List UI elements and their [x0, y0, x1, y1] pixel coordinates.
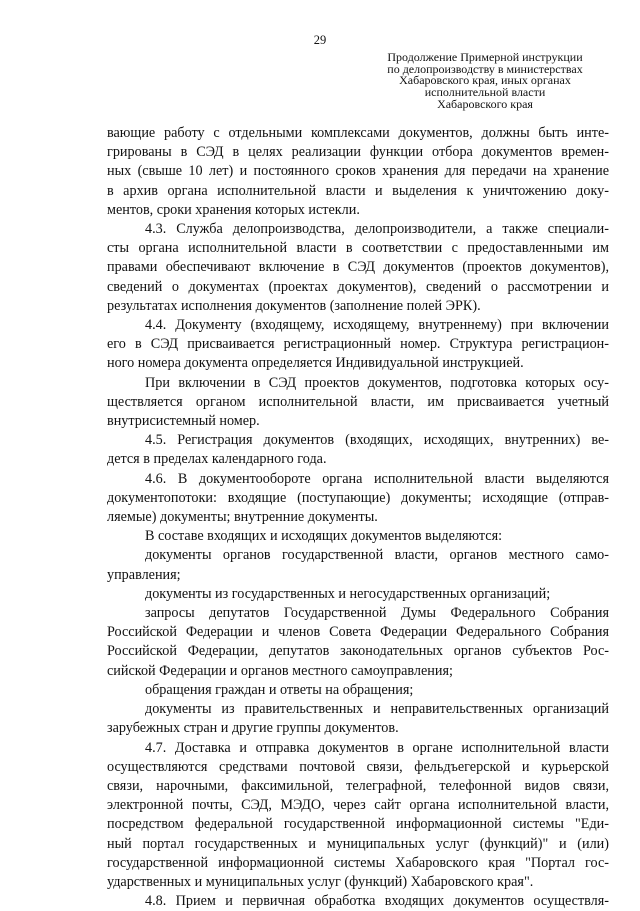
text-line: сты органа исполнительной власти в соответствии с предоставленными им: [107, 240, 609, 257]
text-line: электронной почты, СЭД, МЭДО, через сайт органа исполнительной власти,: [107, 797, 609, 814]
header-note-line: по делопроизводству в министерствах: [387, 61, 583, 76]
paragraph: [107, 700, 609, 738]
page-number: 29: [313, 33, 327, 47]
text-line: ществляется органом исполнительной власти, им присваивается учетный: [107, 393, 609, 410]
text-line: документопотоки: входящие (поступающие) документы; исходящие (отправ-: [107, 489, 609, 506]
text-line: 4.6. В документообороте органа исполнительной власти выделяются: [145, 470, 609, 487]
text-line: Российской Федерации, депутатов законодательных органов субъектов Рос-: [107, 643, 609, 660]
text-line: осуществляются средствами почтовой связи, фельдъегерской и курьерской: [107, 758, 609, 775]
paragraph: [107, 604, 609, 681]
text-line: внутрисистемный номер.: [107, 413, 260, 430]
paragraph: [107, 681, 609, 700]
text-line: При включении в СЭД проектов документов, подготовка которых осу-: [145, 374, 609, 391]
text-line: 4.7. Доставка и отправка документов в органе исполнительной власти: [145, 739, 609, 756]
paragraph: [107, 527, 609, 546]
text-line: дется в пределах календарного года.: [107, 451, 327, 468]
text-line: Российской Федерации и членов Совета Федерации Федерального Собрания: [107, 624, 609, 641]
header-note: [360, 52, 610, 111]
text-line: ного номера документа определяется Индивидуальной инструкцией.: [107, 355, 524, 372]
paragraph: [107, 585, 609, 604]
text-line: документы из государственных и негосударственных организаций;: [145, 585, 551, 602]
text-line: государственной информационной системы Хабаровского края "Портал гос-: [107, 854, 609, 871]
paragraph: [107, 374, 609, 432]
header-note-line: исполнительной власти: [424, 85, 546, 100]
text-line: сведений о документах (проектах документов), сведений о рассмотрении и: [107, 278, 609, 295]
text-line: В составе входящих и исходящих документов выделяются:: [145, 528, 503, 545]
text-line: ментов, сроки хранения которых истекли.: [107, 201, 360, 218]
text-line: его в СЭД присваивается регистрационный номер. Структура регистрацион-: [107, 336, 609, 353]
text-line: посредством федеральной государственной информационной системы "Еди-: [107, 816, 609, 833]
text-line: 4.5. Регистрация документов (входящих, исходящих, внутренних) ве-: [145, 432, 609, 449]
paragraph: [107, 220, 609, 316]
text-line: вающие работу с отдельными комплексами документов, должны быть инте-: [107, 125, 609, 141]
paragraph: [107, 316, 609, 374]
text-line: правами обеспечивают включение в СЭД документов (проектов документов),: [107, 259, 609, 276]
text-line: ляемые) документы; внутренние документы.: [107, 509, 378, 526]
paragraph: [107, 470, 609, 528]
text-line: грированы в СЭД в целях реализации функции отбора документов времен-: [107, 144, 609, 161]
text-line: ударственных и муниципальных услуг (функций) Хабаровского края".: [107, 873, 534, 890]
text-line: 4.4. Документу (входящему, исходящему, внутреннему) при включении: [145, 317, 609, 334]
paragraph: [107, 546, 609, 584]
body-text: [107, 124, 609, 911]
text-line: 4.8. Прием и первичная обработка входящих документов осуществля-: [145, 893, 609, 910]
text-line: 4.3. Служба делопроизводства, делопроизводители, а также специали-: [145, 221, 609, 238]
text-line: зарубежных стран и другие группы документов.: [107, 720, 399, 737]
header-note-line: Продолжение Примерной инструкции: [387, 50, 583, 64]
text-line: ный портал государственных и муниципальных услуг (функций)" и (или): [107, 835, 609, 852]
text-line: результатах исполнения документов (заполнение полей ЭРК).: [107, 297, 481, 314]
paragraph: [107, 431, 609, 469]
paragraph: [107, 739, 609, 893]
text-line: управления;: [107, 566, 181, 583]
text-line: документы органов государственной власти, органов местного само-: [145, 547, 609, 564]
paragraph: [107, 124, 609, 220]
header-note-line: Хабаровского края, иных органах: [399, 73, 571, 88]
text-line: в архив органа исполнительной власти и выделения к уничтожению доку-: [107, 182, 609, 199]
text-line: запросы депутатов Государственной Думы Федерального Собрания: [145, 605, 609, 622]
paragraph: [107, 892, 609, 911]
text-line: обращения граждан и ответы на обращения;: [145, 681, 414, 698]
text-line: ных (свыше 10 лет) и постоянного сроков хранения для передачи на хранение: [107, 163, 609, 180]
header-note-line: Хабаровского края: [437, 96, 533, 111]
text-line: связи, нарочными, факсимильной, телеграфной, телефонной видов связи,: [107, 777, 609, 794]
text-line: сийской Федерации и органов местного самоуправления;: [107, 662, 453, 679]
text-line: документы из правительственных и неправительственных организаций: [145, 701, 609, 718]
